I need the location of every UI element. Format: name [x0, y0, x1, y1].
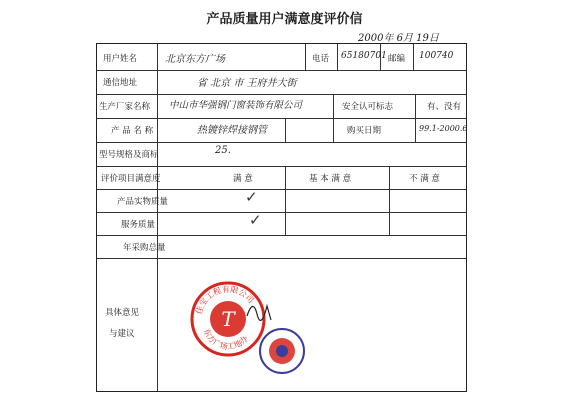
checkmark-icon: ✓	[249, 211, 262, 229]
safety-cert-label: 安全认可标志	[342, 102, 394, 112]
safety-cert-value: 有、没有	[427, 102, 462, 112]
postcode-value: 100740	[419, 51, 454, 61]
item-service-quality-label: 服务质量	[121, 220, 156, 230]
product-name-value: 热镀锌焊接钢管	[197, 125, 267, 136]
checkmark-icon: ✓	[245, 188, 258, 206]
opinion-label-line1: 具体意见	[105, 308, 140, 318]
document-title: 产品质量用户满意度评价信	[206, 12, 363, 27]
product-name-label: 产 品 名 称	[111, 126, 154, 136]
level-satisfied: 满 意	[233, 174, 253, 184]
purchase-date-label: 购买日期	[347, 126, 382, 136]
purchase-date-value: 99.1-2000.6	[419, 124, 468, 133]
user-name-label: 用户姓名	[103, 54, 138, 64]
model-value: 25.	[215, 145, 231, 156]
evaluation-form	[96, 43, 467, 392]
phone-value: 65180701	[341, 51, 387, 61]
address-value: 省 北京 市 王府井大街	[197, 78, 297, 89]
svg-text:东方广场工地办: 东方广场工地办	[201, 327, 250, 352]
user-name-value: 北京东方广场	[165, 54, 225, 65]
opinion-label-line2: 与建议	[109, 329, 135, 339]
svg-text:T: T	[221, 307, 235, 331]
date-handwritten: 2000年 6月 19日	[358, 33, 439, 44]
svg-text:佳宝工程有限公司: 佳宝工程有限公司	[194, 284, 256, 316]
model-label: 型号规格及商标	[99, 150, 159, 160]
annual-total-label: 年采购总量	[123, 243, 166, 253]
item-product-quality-label: 产品实物质量	[117, 197, 169, 207]
manufacturer-label: 生产厂家名称	[99, 102, 151, 112]
signature-scribble	[245, 296, 275, 326]
level-basically-satisfied: 基 本 满 意	[309, 174, 352, 184]
site-office-stamp	[257, 326, 307, 376]
evaluation-header-label: 评价项目满意度	[101, 174, 161, 184]
phone-label: 电话	[312, 54, 330, 64]
level-unsatisfied: 不 满 意	[409, 174, 440, 184]
postcode-label: 邮编	[388, 54, 406, 64]
manufacturer-value: 中山市华强钢门窗装饰有限公司	[169, 100, 303, 111]
address-label: 通信地址	[103, 78, 138, 88]
